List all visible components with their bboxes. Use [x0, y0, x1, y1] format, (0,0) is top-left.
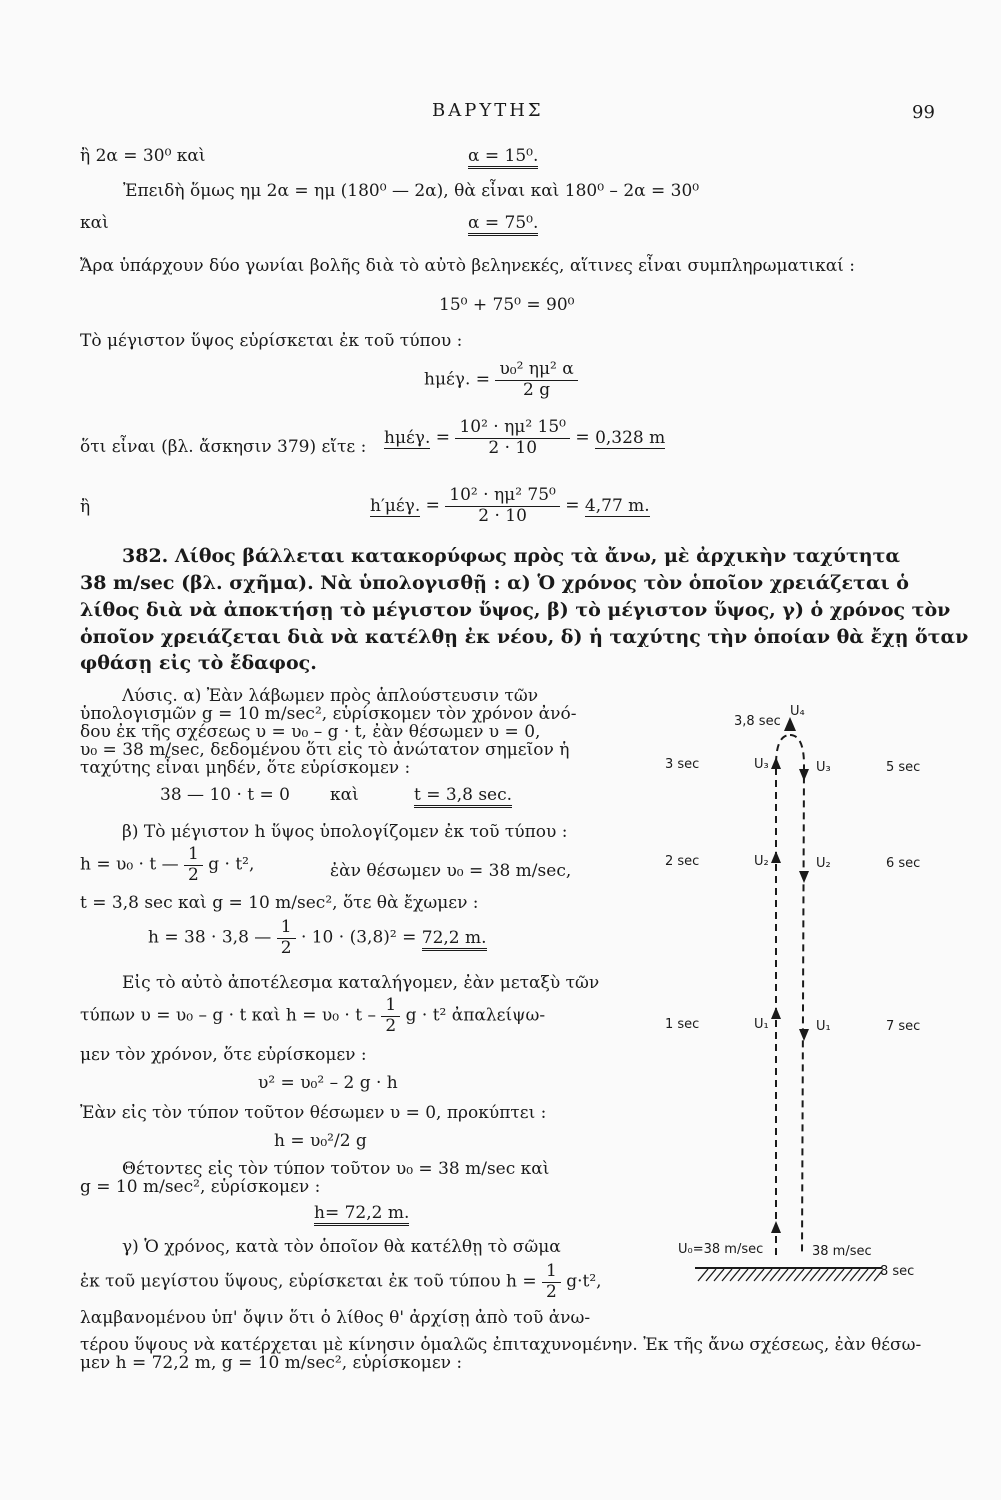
- eliminate-part-a: τύπων υ = υ₀ – g · t καὶ h = υ₀ · t –: [80, 1005, 376, 1026]
- solution-line-3: δου ἐκ τῆς σχέσεως υ = υ₀ – g · t, ἐὰν θέσωμεν υ = 0,: [80, 722, 541, 742]
- trajectory-down: [790, 735, 804, 1255]
- text-line-4: Ἄρα ὑπάρχουν δύο γωνίαι βολῆς διὰ τὸ αὐτὸ βεληνεκές, αἵτινες εἶναι συμπληρωματικαί :: [80, 256, 855, 276]
- fall-time-fraction: [542, 1262, 561, 1302]
- ground-hatch: [698, 1269, 882, 1281]
- hmax-15-numerator: 10² · ημ² 15⁰: [455, 418, 570, 439]
- trajectory-up: [776, 735, 790, 1255]
- hmax-fraction: [495, 360, 577, 400]
- solution-line-20: γ) Ὁ χρόνος, κατὰ τὸν ὁποῖον θὰ κατέλθῃ τὸ σῶμα: [122, 1237, 561, 1257]
- velocity-equation: υ² = υ₀² – 2 g · h: [258, 1073, 398, 1093]
- label-2sec: 2 sec: [665, 854, 700, 869]
- hmax-15-fraction: [455, 418, 570, 458]
- solution-line-9: t = 3,8 sec καὶ g = 10 m/sec², ὅτε θὰ ἔχωμεν :: [80, 893, 479, 913]
- solution-line-1: Λύσις. α) Ἐὰν λάβωμεν πρὸς ἁπλούστευσιν τῶν: [122, 686, 539, 706]
- up-arrow-2: [771, 851, 781, 863]
- text-line-9: ἢ: [80, 497, 91, 517]
- height-formula-fraction: [184, 845, 203, 885]
- height-calc-result: 72,2 m.: [422, 928, 487, 951]
- hmax-15-result: 0,328 m: [595, 427, 666, 448]
- hmax-75-result: 4,77 m.: [584, 495, 650, 516]
- text-line-8: ὅτι εἶναι (βλ. ἄσκησιν 379) εἴτε :: [80, 437, 367, 457]
- result-t: t = 3,8 sec.: [414, 785, 512, 808]
- solution-line-24: μεν h = 72,2 m, g = 10 m/sec², εὑρίσκομεν :: [80, 1353, 463, 1373]
- label-u3-left: U₃: [754, 757, 769, 772]
- height-calc-part-b: · 10 · (3,8)² =: [300, 927, 417, 948]
- fall-time-part-b: g·t²,: [566, 1271, 602, 1292]
- hmax-denominator: 2 g: [523, 379, 551, 400]
- fall-time-formula: [80, 1262, 602, 1302]
- solution-line-5: ταχύτης εἶναι μηδέν, ὅτε εὑρίσκομεν :: [80, 758, 411, 778]
- up-arrow-0: [771, 1221, 781, 1233]
- down-arrow-3: [799, 769, 809, 781]
- solution-line-17: Θέτοντες εἰς τὸν τύπον τοῦτον υ₀ = 38 m/sec καὶ: [122, 1159, 550, 1179]
- solution-line-4: υ₀ = 38 m/sec, δεδομένου ὅτι εἰς τὸ ἀνώτατον σημεῖον ἡ: [80, 740, 570, 760]
- solution-line-18: g = 10 m/sec², εὑρίσκομεν :: [80, 1177, 321, 1197]
- hmax-15-lhs: hμέγ.: [384, 427, 431, 448]
- equation-line-2: Ἐπειδὴ ὅμως ημ 2α = ημ (180⁰ — 2α), θὰ εἶναι καὶ 180⁰ – 2α = 30⁰: [123, 181, 700, 201]
- solution-line-23: τέρου ὕψους νὰ κατέρχεται μὲ κίνησιν ὁμαλῶς ἐπιταχυνομένην. Ἐκ τῆς ἄνω σχέσεως, ἐὰν θέσω-: [80, 1335, 922, 1355]
- label-3sec: 3 sec: [665, 757, 700, 772]
- hmax-75-denominator: 2 · 10: [478, 505, 527, 526]
- height-formula-part-b: g · t²,: [208, 854, 255, 875]
- vertical-throw-figure: [650, 695, 950, 1295]
- hmax-75-numerator: 10² · ημ² 75⁰: [445, 486, 560, 507]
- height-calc-fraction: [277, 918, 296, 958]
- hmax-75-lhs: h′μέγ.: [370, 495, 421, 516]
- label-1sec: 1 sec: [665, 1017, 700, 1032]
- height-from-velocity: h = υ₀²/2 g: [274, 1131, 367, 1151]
- equation-t-and: καὶ: [330, 785, 359, 805]
- hmax-numerator: υ₀² ημ² α: [495, 360, 577, 381]
- down-arrow-1: [799, 1029, 809, 1041]
- height-calc: [148, 918, 487, 958]
- eliminate-time-formula: [80, 996, 545, 1036]
- hmax-75-fraction: [445, 486, 560, 526]
- result-alpha-75: α = 75⁰.: [468, 213, 538, 236]
- equation-line-3-label: καὶ: [80, 213, 109, 233]
- problem-line-3: λίθος διὰ νὰ ἀποκτήσῃ τὸ μέγιστον ὕψος, β) τὸ μέγιστον ὕψος, γ) ὁ χρόνος τὸν: [80, 599, 951, 621]
- top-arrow: [784, 717, 796, 731]
- solution-line-15: Ἐὰν εἰς τὸν τύπον τοῦτον θέσωμεν υ = 0, προκύπτει :: [80, 1103, 547, 1123]
- height-formula-condition: ἐὰν θέσωμεν υ₀ = 38 m/sec,: [330, 861, 572, 881]
- solution-line-22: λαμβανομένου ὑπ' ὄψιν ὅτι ὁ λίθος θ' ἀρχίσῃ ἀπὸ τοῦ ἀνω-: [80, 1308, 591, 1328]
- label-u4: U₄: [790, 704, 805, 719]
- page-number: 99: [912, 102, 935, 123]
- eliminate-fraction: [381, 996, 400, 1036]
- hmax-75-formula: h′μέγ. = $\frac{\text{10² · ημ² 75⁰}}{2 \cdot 10}$ = 4,77 m.: [370, 485, 650, 526]
- label-initial-velocity: U₀=38 m/sec: [678, 1242, 764, 1257]
- height-calc-part-a: h = 38 · 3,8 —: [148, 927, 272, 948]
- label-6sec: 6 sec: [886, 856, 921, 871]
- fall-time-den: 2: [545, 1281, 557, 1302]
- height-calc-den: 2: [280, 937, 292, 958]
- result-alpha-15: α = 15⁰.: [468, 146, 538, 169]
- problem-line-1: 382. Λίθος βάλλεται κατακορύφως πρὸς τὰ ἄνω, μὲ ἀρχικὴν ταχύτητα: [122, 545, 900, 567]
- text-line-6: Τὸ μέγιστον ὕψος εὑρίσκεται ἐκ τοῦ τύπου :: [80, 331, 463, 351]
- angle-sum: 15⁰ + 75⁰ = 90⁰: [439, 295, 575, 315]
- label-u1-right: U₁: [816, 1019, 831, 1034]
- height-formula-part-a: h = υ₀ · t —: [80, 854, 179, 875]
- hmax-formula: [424, 360, 578, 400]
- label-8sec: 8 sec: [880, 1264, 915, 1279]
- solution-line-2: ὑπολογισμῶν g = 10 m/sec², εὑρίσκομεν τὸν χρόνον ἀνό-: [80, 704, 577, 724]
- hmax-15-denominator: 2 · 10: [488, 437, 538, 458]
- solution-line-7: β) Τὸ μέγιστον h ὕψος ὑπολογίζομεν ἐκ τοῦ τύπου :: [122, 822, 568, 842]
- label-7sec: 7 sec: [886, 1019, 921, 1034]
- up-arrow-3: [771, 757, 781, 769]
- height-formula-den: 2: [188, 864, 199, 885]
- result-height: h= 72,2 m.: [314, 1203, 409, 1226]
- equation-line-1: ἢ 2α = 30⁰ καὶ: [80, 146, 206, 166]
- label-u2-right: U₂: [816, 856, 831, 871]
- eliminate-part-b: g · t² ἀπαλείψω-: [405, 1005, 546, 1026]
- label-final-velocity: 38 m/sec: [812, 1244, 872, 1259]
- label-u3-right: U₃: [816, 760, 831, 775]
- problem-line-4: ὁποῖον χρειάζεται διὰ νὰ κατέλθῃ ἐκ νέου, δ) ἡ ταχύτης τὴν ὁποίαν θὰ ἔχῃ ὅταν: [80, 626, 969, 648]
- running-header: ΒΑΡΥΤΗΣ: [432, 100, 544, 121]
- height-formula-num: 1: [184, 845, 203, 866]
- label-u1-left: U₁: [754, 1017, 769, 1032]
- problem-line-5: φθάσῃ εἰς τὸ ἔδαφος.: [80, 652, 317, 674]
- solution-line-13: μεν τὸν χρόνον, ὅτε εὑρίσκομεν :: [80, 1045, 367, 1065]
- equation-t: 38 — 10 · t = 0: [160, 785, 290, 805]
- eliminate-den: 2: [385, 1015, 397, 1036]
- label-5sec: 5 sec: [886, 760, 921, 775]
- hmax-15-formula: hμέγ. = $\frac{\text{10² · ημ² 15⁰}}{2 \cdot 10}$ = 0,328 m: [384, 417, 666, 458]
- up-arrow-1: [771, 1007, 781, 1019]
- eliminate-num: 1: [381, 996, 400, 1017]
- fall-time-num: 1: [542, 1262, 561, 1283]
- fall-time-part-a: ἐκ τοῦ μεγίστου ὕψους, εὑρίσκεται ἐκ τοῦ τύπου h =: [80, 1271, 537, 1292]
- down-arrow-2: [799, 871, 809, 883]
- label-top-time: 3,8 sec: [734, 714, 781, 729]
- label-u2-left: U₂: [754, 854, 769, 869]
- height-formula: [80, 845, 254, 885]
- height-calc-num: 1: [277, 918, 296, 939]
- problem-line-2: 38 m/sec (βλ. σχῆμα). Νὰ ὑπολογισθῇ : α) Ὁ χρόνος τὸν ὁποῖον χρειάζεται ὁ: [80, 572, 909, 594]
- solution-line-11: Εἰς τὸ αὐτὸ ἀποτέλεσμα καταλήγομεν, ἐὰν μεταξὺ τῶν: [122, 973, 600, 993]
- hmax-lhs: hμέγ. =: [424, 369, 491, 390]
